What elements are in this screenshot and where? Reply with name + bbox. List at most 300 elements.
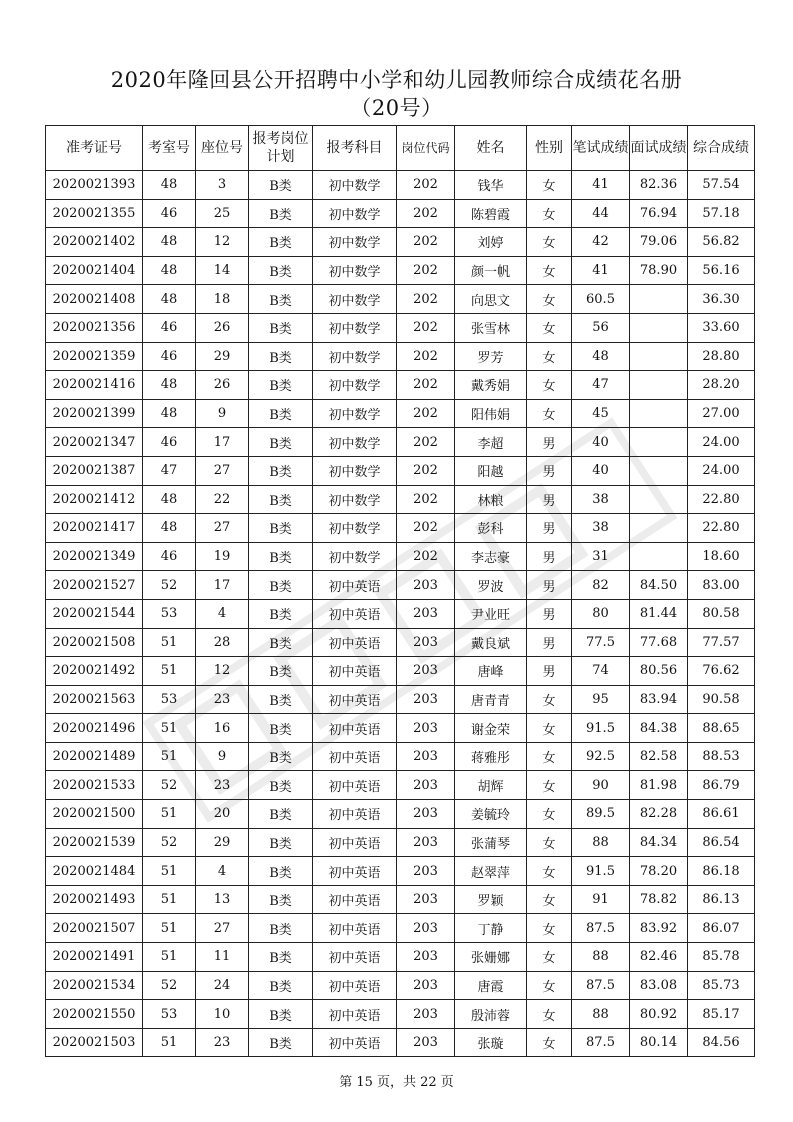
cell-written-score: 90: [572, 771, 630, 800]
cell-total-score: 36.30: [688, 285, 755, 314]
cell-written-score: 56: [572, 313, 630, 342]
cell-written-score: 88: [572, 943, 630, 972]
header-post-code: 岗位代码: [397, 126, 455, 171]
cell-exam-id: 2020021508: [46, 628, 143, 657]
cell-room: 48: [143, 256, 196, 285]
cell-interview-score: 78.90: [630, 256, 688, 285]
cell-written-score: 87.5: [572, 971, 630, 1000]
cell-plan: B类: [249, 742, 313, 771]
table-row: [46, 685, 755, 714]
cell-interview-score: [630, 485, 688, 514]
table-row: [46, 256, 755, 285]
cell-gender: 女: [527, 1028, 572, 1057]
cell-seat: 20: [196, 800, 249, 829]
cell-post-code: 202: [397, 285, 455, 314]
cell-room: 48: [143, 514, 196, 543]
cell-seat: 23: [196, 685, 249, 714]
cell-seat: 23: [196, 771, 249, 800]
cell-room: 51: [143, 885, 196, 914]
cell-plan: B类: [249, 228, 313, 257]
cell-gender: 女: [527, 857, 572, 886]
cell-room: 51: [143, 914, 196, 943]
cell-seat: 14: [196, 256, 249, 285]
cell-total-score: 24.00: [688, 428, 755, 457]
cell-total-score: 86.61: [688, 800, 755, 829]
cell-written-score: 74: [572, 657, 630, 686]
cell-interview-score: 83.08: [630, 971, 688, 1000]
cell-post-code: 203: [397, 628, 455, 657]
cell-seat: 17: [196, 428, 249, 457]
cell-seat: 29: [196, 342, 249, 371]
table-row: [46, 171, 755, 200]
cell-gender: 女: [527, 228, 572, 257]
cell-total-score: 84.56: [688, 1028, 755, 1057]
cell-exam-id: 2020021399: [46, 399, 143, 428]
cell-post-code: 202: [397, 542, 455, 571]
cell-room: 46: [143, 542, 196, 571]
cell-name: 戴秀娟: [455, 371, 527, 400]
cell-seat: 9: [196, 399, 249, 428]
cell-seat: 11: [196, 943, 249, 972]
cell-post-code: 203: [397, 1000, 455, 1029]
cell-written-score: 44: [572, 199, 630, 228]
cell-written-score: 41: [572, 256, 630, 285]
cell-room: 52: [143, 971, 196, 1000]
cell-gender: 女: [527, 171, 572, 200]
cell-exam-id: 2020021347: [46, 428, 143, 457]
cell-plan: B类: [249, 771, 313, 800]
cell-post-code: 202: [397, 342, 455, 371]
cell-written-score: 80: [572, 599, 630, 628]
cell-exam-id: 2020021550: [46, 1000, 143, 1029]
cell-gender: 女: [527, 742, 572, 771]
cell-name: 李超: [455, 428, 527, 457]
cell-subject: 初中英语: [313, 1000, 397, 1029]
cell-seat: 12: [196, 657, 249, 686]
cell-plan: B类: [249, 371, 313, 400]
cell-written-score: 45: [572, 399, 630, 428]
cell-gender: 女: [527, 399, 572, 428]
cell-interview-score: 83.94: [630, 685, 688, 714]
table-row: [46, 971, 755, 1000]
table-row: [46, 228, 755, 257]
cell-room: 51: [143, 857, 196, 886]
cell-exam-id: 2020021493: [46, 885, 143, 914]
cell-exam-id: 2020021393: [46, 171, 143, 200]
cell-gender: 女: [527, 285, 572, 314]
cell-total-score: 85.78: [688, 943, 755, 972]
cell-interview-score: [630, 542, 688, 571]
cell-exam-id: 2020021533: [46, 771, 143, 800]
cell-gender: 男: [527, 428, 572, 457]
cell-interview-score: [630, 456, 688, 485]
cell-room: 53: [143, 1000, 196, 1029]
header-name: 姓名: [455, 126, 527, 171]
cell-name: 陈碧霞: [455, 199, 527, 228]
cell-subject: 初中英语: [313, 742, 397, 771]
cell-seat: 26: [196, 313, 249, 342]
cell-seat: 23: [196, 1028, 249, 1057]
cell-interview-score: 79.06: [630, 228, 688, 257]
cell-post-code: 203: [397, 685, 455, 714]
cell-plan: B类: [249, 285, 313, 314]
cell-exam-id: 2020021544: [46, 599, 143, 628]
cell-gender: 男: [527, 571, 572, 600]
table-row: [46, 628, 755, 657]
cell-gender: 男: [527, 456, 572, 485]
cell-written-score: 42: [572, 228, 630, 257]
cell-seat: 12: [196, 228, 249, 257]
cell-subject: 初中英语: [313, 914, 397, 943]
cell-subject: 初中数学: [313, 171, 397, 200]
cell-subject: 初中数学: [313, 285, 397, 314]
cell-name: 罗芳: [455, 342, 527, 371]
cell-seat: 22: [196, 485, 249, 514]
cell-name: 丁静: [455, 914, 527, 943]
document-title: 2020年隆回县公开招聘中小学和幼儿园教师综合成绩花名册: [110, 68, 683, 92]
cell-room: 51: [143, 943, 196, 972]
cell-name: 罗颖: [455, 885, 527, 914]
cell-interview-score: 81.98: [630, 771, 688, 800]
cell-written-score: 48: [572, 342, 630, 371]
cell-seat: 27: [196, 914, 249, 943]
cell-subject: 初中数学: [313, 399, 397, 428]
cell-seat: 3: [196, 171, 249, 200]
cell-name: 唐霞: [455, 971, 527, 1000]
cell-total-score: 86.79: [688, 771, 755, 800]
cell-exam-id: 2020021349: [46, 542, 143, 571]
cell-total-score: 57.54: [688, 171, 755, 200]
cell-subject: 初中英语: [313, 828, 397, 857]
cell-gender: 男: [527, 514, 572, 543]
cell-total-score: 90.58: [688, 685, 755, 714]
cell-exam-id: 2020021404: [46, 256, 143, 285]
cell-post-code: 203: [397, 914, 455, 943]
cell-plan: B类: [249, 542, 313, 571]
cell-room: 48: [143, 399, 196, 428]
cell-subject: 初中数学: [313, 313, 397, 342]
cell-written-score: 31: [572, 542, 630, 571]
cell-written-score: 87.5: [572, 914, 630, 943]
cell-seat: 4: [196, 599, 249, 628]
cell-exam-id: 2020021408: [46, 285, 143, 314]
cell-plan: B类: [249, 857, 313, 886]
cell-name: 张璇: [455, 1028, 527, 1057]
cell-written-score: 88: [572, 828, 630, 857]
cell-gender: 女: [527, 199, 572, 228]
cell-plan: B类: [249, 914, 313, 943]
cell-plan: B类: [249, 456, 313, 485]
cell-interview-score: 78.20: [630, 857, 688, 886]
cell-post-code: 202: [397, 313, 455, 342]
cell-post-code: 202: [397, 171, 455, 200]
cell-room: 53: [143, 685, 196, 714]
cell-plan: B类: [249, 342, 313, 371]
cell-gender: 女: [527, 943, 572, 972]
cell-room: 52: [143, 571, 196, 600]
table-row: [46, 599, 755, 628]
cell-subject: 初中数学: [313, 371, 397, 400]
header-subject: 报考科目: [313, 126, 397, 171]
cell-subject: 初中数学: [313, 228, 397, 257]
cell-total-score: 56.82: [688, 228, 755, 257]
cell-plan: B类: [249, 971, 313, 1000]
cell-seat: 26: [196, 371, 249, 400]
cell-name: 刘婷: [455, 228, 527, 257]
cell-total-score: 22.80: [688, 485, 755, 514]
cell-room: 52: [143, 771, 196, 800]
cell-written-score: 77.5: [572, 628, 630, 657]
cell-total-score: 85.73: [688, 971, 755, 1000]
cell-post-code: 203: [397, 599, 455, 628]
cell-exam-id: 2020021503: [46, 1028, 143, 1057]
cell-total-score: 56.16: [688, 256, 755, 285]
cell-subject: 初中英语: [313, 943, 397, 972]
cell-total-score: 83.00: [688, 571, 755, 600]
cell-interview-score: 84.34: [630, 828, 688, 857]
cell-room: 51: [143, 657, 196, 686]
cell-seat: 24: [196, 971, 249, 1000]
cell-written-score: 82: [572, 571, 630, 600]
cell-name: 颜一帆: [455, 256, 527, 285]
cell-total-score: 33.60: [688, 313, 755, 342]
header-written-score: 笔试成绩: [572, 126, 630, 171]
cell-total-score: 76.62: [688, 657, 755, 686]
cell-total-score: 22.80: [688, 514, 755, 543]
cell-seat: 17: [196, 571, 249, 600]
cell-total-score: 28.20: [688, 371, 755, 400]
table-row: [46, 199, 755, 228]
cell-written-score: 88: [572, 1000, 630, 1029]
cell-room: 46: [143, 313, 196, 342]
table-row: [46, 800, 755, 829]
cell-name: 姜毓玲: [455, 800, 527, 829]
cell-subject: 初中数学: [313, 485, 397, 514]
cell-name: 蒋雅彤: [455, 742, 527, 771]
cell-plan: B类: [249, 199, 313, 228]
cell-name: 彭科: [455, 514, 527, 543]
cell-subject: 初中数学: [313, 542, 397, 571]
cell-written-score: 91.5: [572, 857, 630, 886]
cell-subject: 初中英语: [313, 599, 397, 628]
cell-written-score: 89.5: [572, 800, 630, 829]
cell-plan: B类: [249, 885, 313, 914]
cell-exam-id: 2020021507: [46, 914, 143, 943]
cell-total-score: 80.58: [688, 599, 755, 628]
cell-written-score: 87.5: [572, 1028, 630, 1057]
cell-post-code: 203: [397, 971, 455, 1000]
cell-total-score: 86.18: [688, 857, 755, 886]
cell-interview-score: 82.46: [630, 943, 688, 972]
cell-written-score: 38: [572, 514, 630, 543]
header-exam-id: 准考证号: [46, 126, 143, 171]
cell-room: 51: [143, 714, 196, 743]
cell-room: 48: [143, 285, 196, 314]
cell-written-score: 47: [572, 371, 630, 400]
cell-exam-id: 2020021534: [46, 971, 143, 1000]
cell-subject: 初中英语: [313, 714, 397, 743]
header-seat: 座位号: [196, 126, 249, 171]
cell-name: 林粮: [455, 485, 527, 514]
cell-written-score: 60.5: [572, 285, 630, 314]
cell-total-score: 28.80: [688, 342, 755, 371]
cell-post-code: 203: [397, 857, 455, 886]
cell-interview-score: 76.94: [630, 199, 688, 228]
cell-gender: 女: [527, 971, 572, 1000]
cell-gender: 女: [527, 256, 572, 285]
table-header-row: [46, 126, 755, 171]
cell-total-score: 57.18: [688, 199, 755, 228]
cell-room: 53: [143, 599, 196, 628]
cell-seat: 29: [196, 828, 249, 857]
cell-exam-id: 2020021359: [46, 342, 143, 371]
cell-seat: 18: [196, 285, 249, 314]
cell-exam-id: 2020021500: [46, 800, 143, 829]
cell-gender: 女: [527, 771, 572, 800]
table-row: [46, 943, 755, 972]
cell-room: 46: [143, 342, 196, 371]
table-row: [46, 885, 755, 914]
cell-exam-id: 2020021539: [46, 828, 143, 857]
cell-name: 张姗娜: [455, 943, 527, 972]
cell-written-score: 92.5: [572, 742, 630, 771]
cell-interview-score: [630, 342, 688, 371]
cell-written-score: 40: [572, 456, 630, 485]
table-row: [46, 657, 755, 686]
cell-gender: 女: [527, 371, 572, 400]
scores-table: [45, 125, 755, 1057]
cell-written-score: 38: [572, 485, 630, 514]
cell-total-score: 18.60: [688, 542, 755, 571]
cell-post-code: 203: [397, 943, 455, 972]
cell-name: 唐峰: [455, 657, 527, 686]
cell-gender: 男: [527, 599, 572, 628]
cell-plan: B类: [249, 313, 313, 342]
cell-gender: 女: [527, 313, 572, 342]
cell-plan: B类: [249, 599, 313, 628]
cell-plan: B类: [249, 428, 313, 457]
cell-gender: 女: [527, 914, 572, 943]
cell-gender: 女: [527, 885, 572, 914]
cell-plan: B类: [249, 256, 313, 285]
cell-interview-score: 80.56: [630, 657, 688, 686]
cell-written-score: 91.5: [572, 714, 630, 743]
table-row: [46, 771, 755, 800]
cell-subject: 初中数学: [313, 428, 397, 457]
cell-post-code: 202: [397, 371, 455, 400]
cell-written-score: 40: [572, 428, 630, 457]
cell-gender: 男: [527, 657, 572, 686]
cell-plan: B类: [249, 800, 313, 829]
cell-plan: B类: [249, 1028, 313, 1057]
table-row: [46, 1000, 755, 1029]
cell-subject: 初中英语: [313, 971, 397, 1000]
table-row: [46, 542, 755, 571]
cell-plan: B类: [249, 714, 313, 743]
cell-name: 赵翠萍: [455, 857, 527, 886]
cell-post-code: 203: [397, 800, 455, 829]
cell-subject: 初中英语: [313, 800, 397, 829]
cell-seat: 27: [196, 514, 249, 543]
table-row: [46, 485, 755, 514]
cell-room: 48: [143, 228, 196, 257]
cell-seat: 13: [196, 885, 249, 914]
cell-room: 51: [143, 742, 196, 771]
table-row: [46, 742, 755, 771]
cell-post-code: 202: [397, 199, 455, 228]
cell-name: 殷沛蓉: [455, 1000, 527, 1029]
cell-plan: B类: [249, 1000, 313, 1029]
cell-total-score: 77.57: [688, 628, 755, 657]
cell-post-code: 203: [397, 742, 455, 771]
header-interview-score: 面试成绩: [630, 126, 688, 171]
cell-gender: 女: [527, 342, 572, 371]
table-row: [46, 428, 755, 457]
cell-subject: 初中数学: [313, 256, 397, 285]
cell-seat: 19: [196, 542, 249, 571]
cell-room: 46: [143, 199, 196, 228]
cell-interview-score: 82.58: [630, 742, 688, 771]
cell-post-code: 202: [397, 428, 455, 457]
cell-name: 向思文: [455, 285, 527, 314]
cell-post-code: 203: [397, 571, 455, 600]
cell-total-score: 86.07: [688, 914, 755, 943]
cell-interview-score: [630, 428, 688, 457]
cell-seat: 9: [196, 742, 249, 771]
document-subtitle: （20号）: [350, 96, 443, 120]
cell-room: 52: [143, 828, 196, 857]
cell-name: 钱华: [455, 171, 527, 200]
cell-exam-id: 2020021387: [46, 456, 143, 485]
cell-interview-score: 81.44: [630, 599, 688, 628]
cell-subject: 初中数学: [313, 199, 397, 228]
cell-room: 48: [143, 171, 196, 200]
cell-interview-score: 80.92: [630, 1000, 688, 1029]
table-row: [46, 714, 755, 743]
cell-subject: 初中英语: [313, 571, 397, 600]
cell-interview-score: [630, 399, 688, 428]
cell-interview-score: 84.38: [630, 714, 688, 743]
cell-total-score: 88.65: [688, 714, 755, 743]
cell-name: 张蒲琴: [455, 828, 527, 857]
cell-name: 李志豪: [455, 542, 527, 571]
cell-interview-score: 78.82: [630, 885, 688, 914]
cell-exam-id: 2020021355: [46, 199, 143, 228]
cell-subject: 初中数学: [313, 342, 397, 371]
cell-total-score: 86.13: [688, 885, 755, 914]
cell-post-code: 202: [397, 485, 455, 514]
cell-written-score: 41: [572, 171, 630, 200]
cell-total-score: 27.00: [688, 399, 755, 428]
table-row: [46, 1028, 755, 1057]
cell-room: 51: [143, 800, 196, 829]
cell-seat: 4: [196, 857, 249, 886]
cell-room: 51: [143, 628, 196, 657]
cell-post-code: 202: [397, 256, 455, 285]
cell-post-code: 202: [397, 514, 455, 543]
cell-plan: B类: [249, 943, 313, 972]
table-row: [46, 342, 755, 371]
cell-total-score: 85.17: [688, 1000, 755, 1029]
cell-subject: 初中英语: [313, 885, 397, 914]
table-row: [46, 313, 755, 342]
cell-interview-score: [630, 285, 688, 314]
cell-plan: B类: [249, 828, 313, 857]
cell-subject: 初中英语: [313, 685, 397, 714]
header-plan: 报考岗位计划: [249, 126, 313, 171]
cell-seat: 10: [196, 1000, 249, 1029]
cell-total-score: 86.54: [688, 828, 755, 857]
